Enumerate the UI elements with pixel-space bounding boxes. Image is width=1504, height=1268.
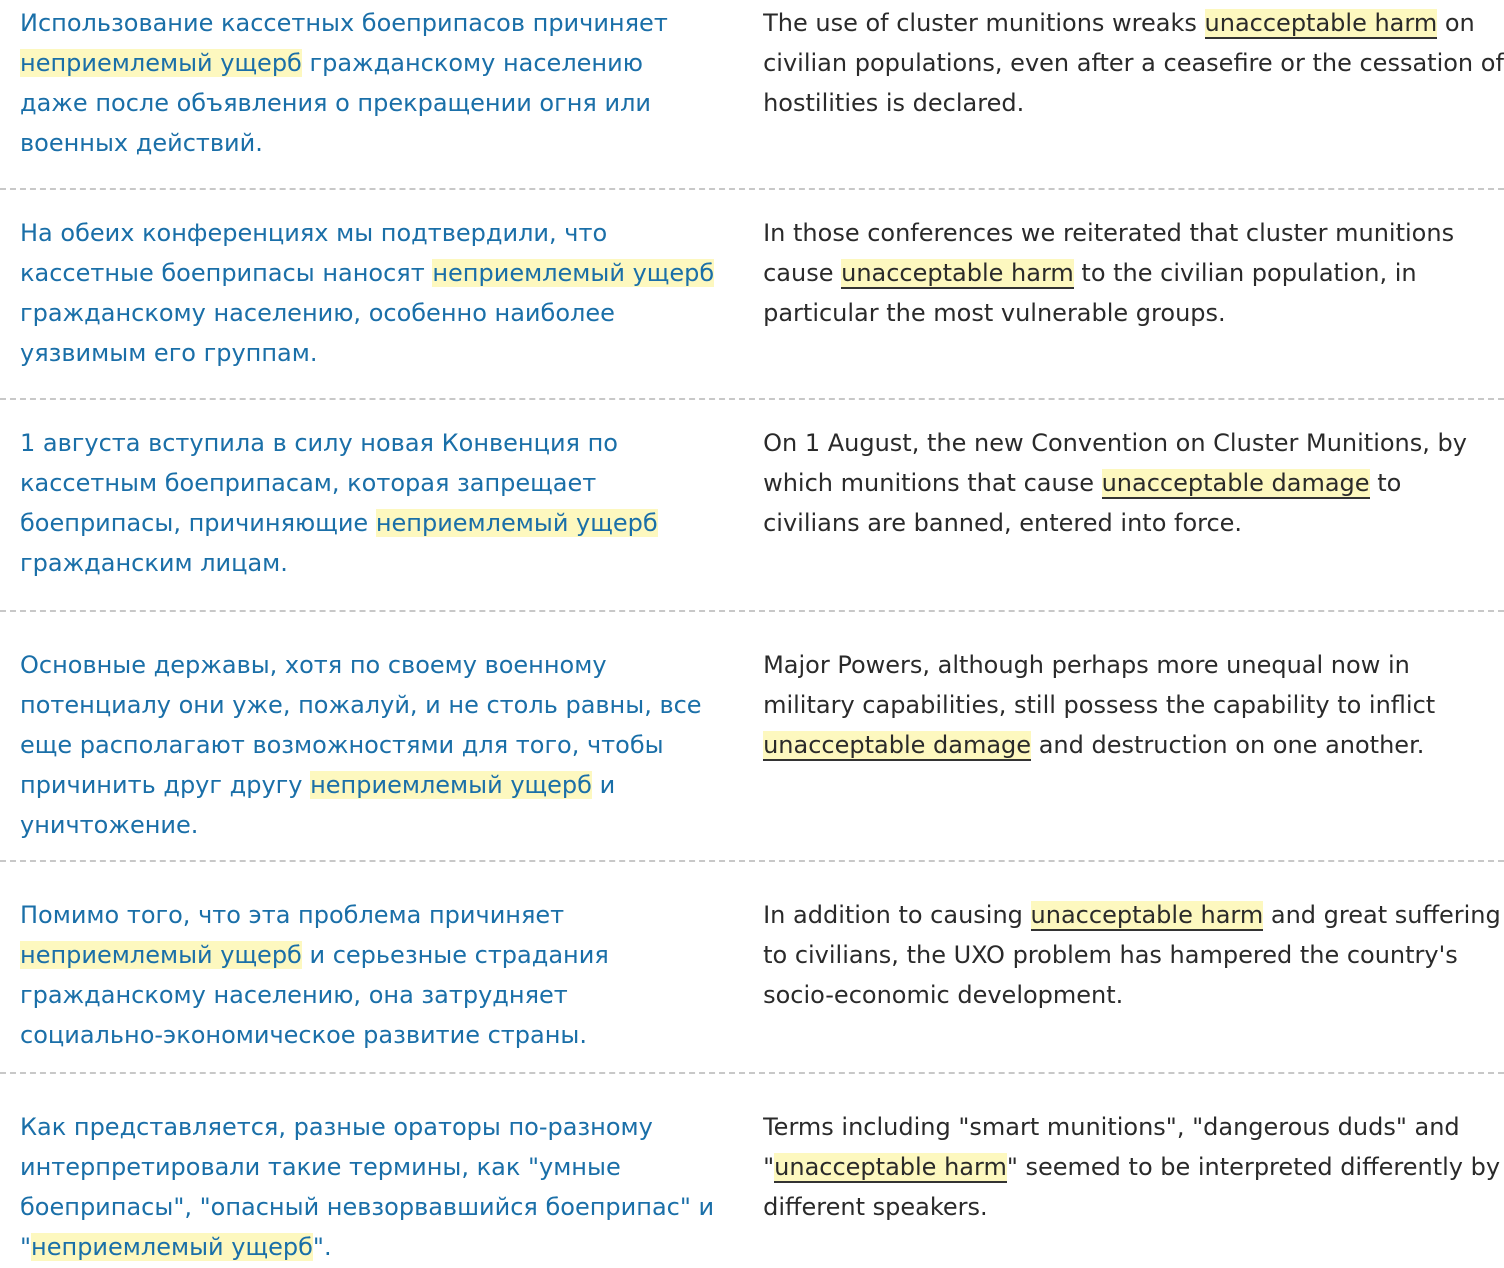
source-sentence-ru — [20, 423, 737, 610]
source-highlighted-term: неприемлемый ущерб — [310, 771, 592, 799]
target-highlighted-term[interactable]: unacceptable harm — [774, 1153, 1007, 1181]
target-highlighted-term[interactable]: unacceptable harm — [841, 259, 1074, 287]
source-text-before: Основные державы, хотя по своему военному потенциалу они уже, пожалуй, и не столь равны, все еще располагают возможностями для того, чтобы причинить друг другу — [20, 651, 702, 799]
target-sentence-en — [763, 895, 1504, 1072]
example-row — [0, 1074, 1504, 1268]
source-text-before: 1 августа вступила в силу новая Конвенция по кассетным боеприпасам, которая запрещает боеприпасы, причиняющие — [20, 429, 618, 537]
source-highlighted-term: неприемлемый ущерб — [375, 509, 658, 537]
example-row — [0, 400, 1504, 612]
target-highlighted-term[interactable]: unacceptable damage — [1101, 469, 1370, 497]
example-row — [0, 190, 1504, 400]
target-text-before: The use of cluster munitions wreaks — [763, 9, 1205, 37]
target-text-before: In addition to causing — [763, 901, 1031, 929]
source-text-after: и серьезные страдания гражданскому населению, она затрудняет социально-экономическое развитие страны. — [20, 941, 609, 1049]
target-sentence-en — [763, 423, 1504, 610]
target-sentence-en — [763, 645, 1504, 860]
target-highlighted-term[interactable]: unacceptable damage — [763, 731, 1032, 759]
target-highlighted-term[interactable]: unacceptable harm — [1204, 9, 1438, 37]
target-sentence-en — [763, 3, 1504, 188]
example-row — [0, 0, 1504, 190]
target-sentence-en — [763, 213, 1504, 398]
source-text-after: гражданскому населению даже после объявления о прекращении огня или военных действий. — [20, 49, 652, 157]
target-text-after: to civilians are banned, entered into force. — [763, 469, 1402, 537]
source-text-after: гражданским лицам. — [20, 549, 288, 577]
source-sentence-ru — [20, 3, 737, 188]
target-text-after: and destruction on one another. — [1031, 731, 1425, 759]
source-text-after: и уничтожение. — [20, 771, 616, 839]
target-text-after: on civilian populations, even after a ceasefire or the cessation of hostilities is declared. — [763, 9, 1504, 117]
target-sentence-en — [763, 1107, 1504, 1268]
source-highlighted-term: неприемлемый ущерб — [432, 259, 715, 287]
source-highlighted-term: неприемлемый ущерб — [31, 1233, 313, 1261]
example-row — [0, 862, 1504, 1074]
source-highlighted-term: неприемлемый ущерб — [20, 49, 302, 77]
source-text-after: гражданскому населению, особенно наиболее уязвимым его группам. — [20, 299, 615, 367]
source-text-before: Как представляется, разные ораторы по-разному интерпретировали такие термины, как "умные боеприпасы", "опасный невзорвавшийся боеприпас" и " — [20, 1113, 715, 1261]
target-highlighted-term[interactable]: unacceptable harm — [1030, 901, 1264, 929]
target-text-before: Terms including "smart munitions", "dangerous duds" and " — [763, 1113, 1460, 1181]
source-sentence-ru — [20, 1107, 737, 1268]
source-sentence-ru — [20, 895, 737, 1072]
target-text-before: On 1 August, the new Convention on Cluster Munitions, by which munitions that cause — [763, 429, 1467, 497]
target-text-after: " seemed to be interpreted differently by different speakers. — [763, 1153, 1501, 1221]
source-text-before: Использование кассетных боеприпасов причиняет — [20, 9, 668, 37]
target-text-before: In those conferences we reiterated that cluster munitions cause — [763, 219, 1455, 287]
source-text-before: Помимо того, что эта проблема причиняет — [20, 901, 565, 929]
source-text-before: На обеих конференциях мы подтвердили, что кассетные боеприпасы наносят — [20, 219, 608, 287]
example-row — [0, 612, 1504, 862]
source-highlighted-term: неприемлемый ущерб — [20, 941, 302, 969]
target-text-before: Major Powers, although perhaps more unequal now in military capabilities, still possess the capability to inflict — [763, 651, 1436, 719]
source-sentence-ru — [20, 213, 737, 398]
target-text-after: to the civilian population, in particular the most vulnerable groups. — [763, 259, 1417, 327]
source-sentence-ru — [20, 645, 737, 860]
target-text-after: and great suffering to civilians, the UXO problem has hampered the country's socio-economic development. — [763, 901, 1501, 1009]
source-text-after: ". — [312, 1233, 332, 1261]
